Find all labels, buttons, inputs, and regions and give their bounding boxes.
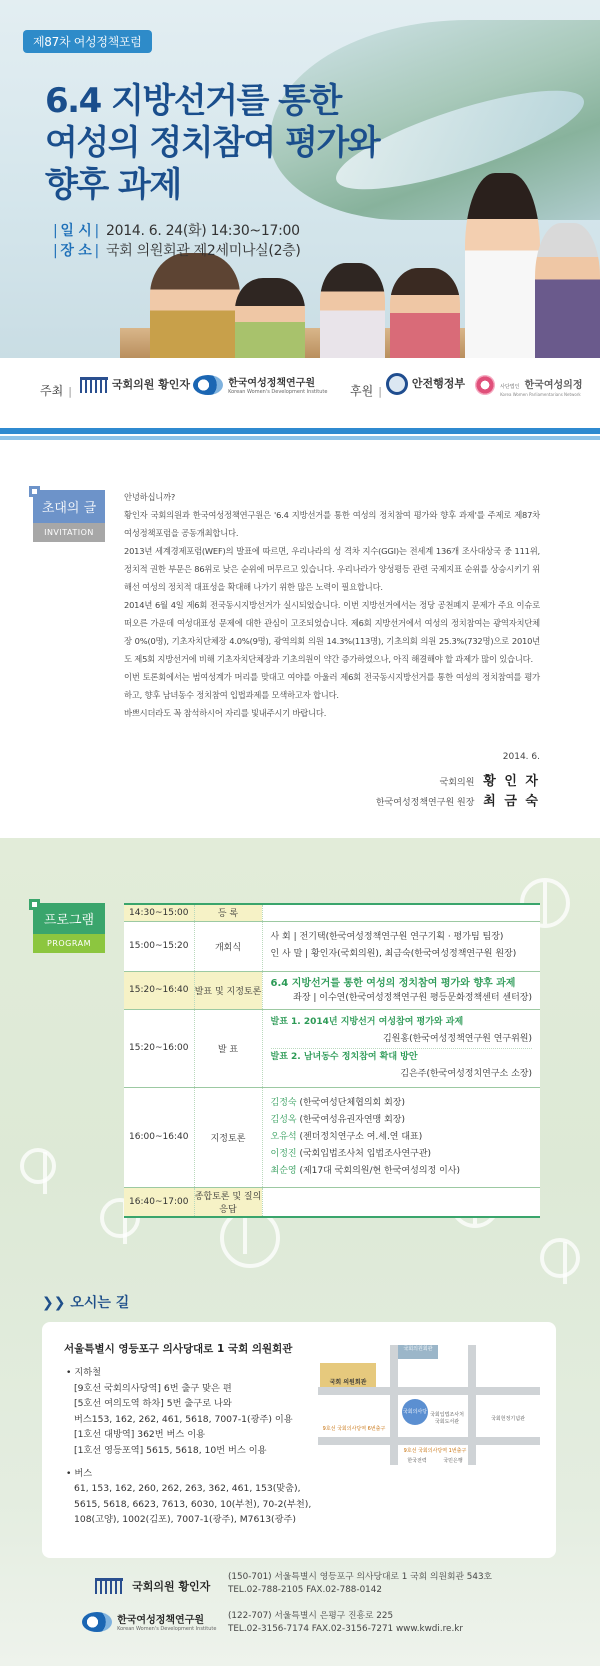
child-photo [390,268,460,358]
host2-name: 한국여성정책연구원 [228,378,316,389]
discussant [271,1112,533,1129]
venue-row: | 장 소 | 국회 의원회관 제2세미나실(2층) [53,243,301,259]
subway-line: [9호선 국회의사당역] 6번 출구 맞은 편 [74,1382,232,1394]
program-detail [262,904,540,921]
map-bank: 한국전력 [407,1458,427,1464]
presentation-title: 발표 1. 2014년 지방선거 여성참여 평가와 과제 [270,1016,464,1027]
host2-sub: Korean Women's Development Institute [228,389,328,395]
program-time: 16:00~16:40 [124,1087,194,1187]
map-road [318,1437,540,1445]
presentation-title: 발표 2. 남녀동수 정치참여 확대 방안 [270,1051,418,1062]
host1-logo [80,376,190,393]
program-detail [262,1009,540,1087]
invitation-paragraph: 2013년 세계경제포럼(WEF)의 발표에 따르면, 우리나라의 성 격차 지수(GGI)는 전세계 136개 조사대상국 중 111위, 정치적 권한 부문은 86위로 낮은 순위에 머무르고 있습니다. 우리나라가 양성평등 관련 국제지표 순위를 상승시키기 위해선 여성의 정치적 대표성을 확대해 나가기 위한 많은 노력이 필요합니다. [124,546,540,592]
program-category: 발 표 [194,1009,262,1087]
invitation-paragraph: 2014년 6월 4일 제6회 전국동시지방선거가 실시되었습니다. 이번 지방선거에서는 정당 공천폐지 문제가 주요 이슈로 떠오른 가운데 여성대표성 문제에 대한 관심이 고조되었습니다. 제6회 지방선거에서 여성의 정치참여는 광역자치단체장 0%(0명), 기초자치단체장 4.0%(9명), 광역의회 의원 14.3%(113명), 기초의회 의원 25.3%(732명)으로 2010년도 제5회 지방선거에 비해 기초자치단체장과 기초의원이 약간 증가하였으나, 아직 해결해야 할 과제가 많이 있습니다. [124,600,540,664]
directions-title [42,1292,129,1312]
sponsor-group: 후원 | [350,384,382,398]
map-exit: 9호선 국회의사당역 1번출구 [403,1448,467,1454]
directions-title-text: 오시는 길 [70,1295,130,1311]
subway-label: • 지하철 [66,1367,101,1378]
map-exit: 9호선 국회의사당역 6번출구 [322,1426,386,1432]
bus-line: 5615, 5618, 6623, 7613, 6030, 10(부천), 70-2(부천), [74,1498,312,1510]
program-time: 15:20~16:40 [124,971,194,1009]
venue-address: 서울특별시 영등포구 의사당대로 1 국회 의원회관 [64,1343,293,1355]
host-group: 주최 | [40,384,72,398]
footer-address: (150-701) 서울특별시 영등포구 의사당대로 1 국회 의원회관 543호 [228,1572,493,1582]
sponsor-label: 후원 [350,384,374,398]
program-time: 14:30~15:00 [124,904,194,921]
date-value: 2014. 6. 24(화) 14:30~17:00 [106,223,300,239]
program-category: 지정토론 [194,1087,262,1187]
date-label: 일 시 [60,223,92,239]
footer-org1-name: 국회의원 황인자 [132,1579,211,1593]
sponsor2-name: 한국여성의정 [524,380,583,391]
invitation-badge-label: 초대의 글 [33,490,105,523]
flower-logo-icon [475,375,495,395]
discussant-name: 오유석 [270,1131,297,1142]
program-row [124,1009,540,1087]
program-detail [262,921,540,971]
host2-logo [193,374,327,395]
signature-title: 국회의원 [439,778,475,788]
discussant [271,1129,533,1146]
child-photo [320,263,385,358]
discussant-role: (국회입법조사처 입법조사연구관) [299,1148,432,1159]
sponsor1-logo [386,373,465,395]
subway-line: [1호선 대방역] 362번 버스 이용 [74,1429,205,1441]
session-title: 6.4 지방선거를 통한 여성의 정치참여 평가와 향후 과제 [270,977,516,989]
program-time: 15:20~16:00 [124,1009,194,1087]
program-category: 종합토론 및 질의응답 [194,1187,262,1217]
invitation-badge-sublabel: INVITATION [33,523,105,542]
peace-icon [20,1148,56,1184]
signature-1 [300,770,540,789]
discussant-name: 김성옥 [270,1114,297,1125]
program-row [124,1087,540,1187]
program-category: 개회식 [194,921,262,971]
invitation-body [124,488,540,722]
footer-phone: TEL.02-3156-7174 FAX.02-3156-7271 www.kwdi.re.kr [228,1624,463,1634]
location-map [318,1345,540,1465]
program-badge-sublabel: PROGRAM [33,934,105,953]
program-detail [262,1087,540,1187]
program-row [124,1187,540,1217]
page-title [45,80,405,206]
presenter: 김은주(한국여성정치연구소 소장) [400,1068,532,1079]
double-chevron-icon: ❯❯ [42,1295,66,1311]
map-library: 국회입법조사처 국회도서관 [430,1412,464,1425]
invitation-paragraph: 안녕하십니까? [124,492,176,502]
invitation-paragraph: 바쁘시더라도 꼭 참석하시어 자리를 빛내주시기 바랍니다. [124,708,327,718]
peace-icon [540,1238,580,1278]
nurse-photo [465,173,540,358]
discussant [271,1163,533,1180]
invitation-badge [33,490,105,542]
kwdi-logo-icon [193,375,223,395]
program-category: 발표 및 지정토론 [194,971,262,1009]
program-time: 16:40~17:00 [124,1187,194,1217]
footer-org1 [95,1575,210,1594]
footer-org2-name: 한국여성정책연구원 [117,1615,205,1626]
session-chair: 좌장 | 이수연(한국여성정책연구원 평등문화정책센터 센터장) [293,992,532,1003]
bus-line: 108(고양), 1002(김포), 7007-1(광주), M7613(광주) [74,1514,296,1526]
bus-label: • 버스 [66,1467,93,1479]
presenter: 김원홍(한국여성정책연구원 연구위원) [271,1031,533,1049]
host-label: 주최 [40,384,64,398]
subway-line: [1호선 영등포역] 5615, 5618, 10번 버스 이용 [74,1444,267,1456]
discussant [271,1095,533,1112]
program-time: 15:00~15:20 [124,921,194,971]
badge-corner-icon [29,899,40,910]
child-photo [150,253,240,358]
signature-name: 황 인 자 [483,774,540,789]
government-seal-icon [386,373,408,395]
discussant-role: (한국여성단체협의회 회장) [299,1097,405,1108]
footer-org1-contact [228,1571,492,1597]
program-badge [33,903,105,953]
map-shop: 국민은행 [443,1458,463,1464]
map-center: 국회의사당 [402,1399,428,1425]
invitation-paragraph: 이번 토론회에서는 범여성계가 머리를 맞대고 여야를 아울러 제6회 전국동시지방선거를 통한 여성의 정치참여를 평가하고, 향후 남녀동수 정치참여 입법과제를 모색하고자 합니다. [124,672,540,700]
footer-org2-contact [228,1610,463,1636]
organizer-bar [0,358,600,428]
discussant-role: (젠더정치연구소 여.세.연 대표) [299,1131,423,1142]
detail-line: 사 회 | 전기택(한국여성정책연구원 연구기획 · 평가팀 팀장) [270,932,504,942]
sponsor2-prefix: 사단법인 [500,384,520,390]
footer-address: (122-707) 서울특별시 은평구 진흥로 225 [228,1611,394,1621]
transit-list [66,1365,316,1528]
national-assembly-icon [95,1578,123,1594]
map-main-building: 국회 의원회관 [320,1363,376,1387]
divider-stripe [0,428,600,440]
footer-org2-sub: Korean Women's Development Institute [117,1626,217,1632]
program-table [124,903,540,1218]
program-row [124,921,540,971]
map-road [390,1345,398,1465]
invitation-paragraph: 황인자 국회의원과 한국여성정책연구원은 '6.4 지방선거를 통한 여성의 정치참여 평가와 향후 과제'를 주제로 제87차 여성정책포럼을 공동개최합니다. [124,510,540,538]
discussant-name: 이정진 [270,1148,297,1159]
detail-line: 인 사 말 | 황인자(국회의원), 최금숙(한국여성정책연구원 원장) [270,949,517,959]
date-row: | 일 시 | 2014. 6. 24(화) 14:30~17:00 [53,223,300,239]
discussant-role: (한국여성유권자연맹 회장) [299,1114,405,1125]
map-memorial: 국회헌정기념관 [491,1416,525,1422]
elderly-photo [535,223,600,358]
kwdi-logo-icon [82,1612,112,1632]
program-row [124,904,540,921]
subway-line: [5호선 여의도역 하차] 5번 출구로 나와 [74,1398,232,1410]
signature-2 [300,790,540,809]
program-detail [262,971,540,1009]
sponsor2-logo [475,373,582,397]
venue-value: 국회 의원회관 제2세미나실(2층) [106,243,301,259]
bus-line: 61, 153, 162, 260, 262, 263, 362, 461, 153(맞춤), [74,1483,301,1495]
signature-title: 한국여성정책연구원 원장 [375,798,475,808]
signature-name: 최 금 숙 [483,794,540,809]
map-road [318,1387,540,1395]
discussant-name: 김정숙 [270,1097,297,1108]
sponsor2-sub: Korea Women Parliamentarians Network [500,392,581,397]
program-category: 등 록 [194,904,262,921]
program-row [124,971,540,1009]
footer-phone: TEL.02-788-2105 FAX.02-788-0142 [228,1585,382,1595]
program-badge-label: 프로그램 [33,903,105,934]
child-photo [235,278,305,358]
sponsor1-name: 안전행정부 [411,377,465,390]
venue-label: 장 소 [60,243,92,259]
footer-org2 [82,1611,216,1632]
map-top-building: 국회의원회관 [398,1345,438,1359]
title-line: 향후 과제 [45,165,181,205]
invitation-date: 2014. 6. [502,752,540,762]
title-line: 여성의 정치참여 평가와 [45,123,380,163]
discussant-role: (제17대 국회의원/현 한국여성의정 이사) [299,1165,460,1176]
host1-name: 국회의원 황인자 [111,378,191,391]
forum-badge: 제87차 여성정책포럼 [23,30,152,53]
discussant [271,1146,533,1163]
program-detail [262,1187,540,1217]
title-line: 6.4 지방선거를 통한 [45,81,341,121]
poster-header [0,0,600,358]
national-assembly-icon [80,377,108,393]
discussant-name: 최순영 [270,1165,297,1176]
subway-line: 버스153, 162, 262, 461, 5618, 7007-1(광주) 이용 [74,1413,293,1425]
badge-corner-icon [29,486,40,497]
